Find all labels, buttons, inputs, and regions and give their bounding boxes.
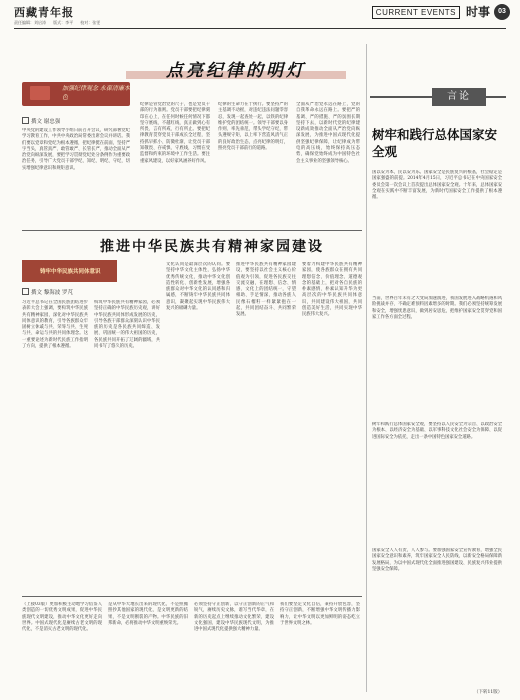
article2-column-1: 习近平总书记在全国民族团结进步表彰大会上强调，要构筑中华民族共有精神家园，深化对中华民族共同体意识的教育，引导各族群众牢固树立休戚与共、荣辱与共、生死与共、命运与共的共同体理念。这一重要论述为新时代民族工作指明了方向，提供了根本遵循。 bbox=[22, 300, 88, 350]
newspaper-masthead: 西藏青年报 bbox=[14, 6, 74, 19]
article2-badge bbox=[22, 260, 117, 282]
continued-note: （下转11版） bbox=[474, 690, 503, 695]
masthead-subinfo bbox=[14, 20, 106, 26]
article1-byline bbox=[22, 117, 60, 125]
article1-byline-text: 撰文 谢忠强 bbox=[31, 119, 61, 125]
article2-column-3: 文化认同是最深层次的认同。要坚持中华文化主体性，弘扬中华优秀传统文化，推动中华文化创造性转化、创新性发展，增强各族群众对中华文化的认同感和归属感，不断铸牢中华民族共同体意识，凝聚起实现中华民族伟大复兴的磅礴力量。 bbox=[166, 262, 230, 312]
article1-column-4: 全面从严治党永远在路上，党的自我革命永远在路上。要把严的基调、严的措施、严的氛围长期坚持下去，以新时代党的纪律建设新成效推动全面从严治党向纵深发展，为推进中国式现代化提供坚强纪律保障，让纪律成为带电的高压线，始终保持高压态势，确保党始终成为中国特色社会主义事业的坚强领导核心。 bbox=[296, 102, 360, 164]
article2-byline bbox=[22, 288, 73, 296]
editorial-paragraph-2: 当前，世界百年未有之大变局加速演进，我国发展进入战略机遇和风险挑战并存、不确定难预料因素增多的时期。我们必须坚持统筹发展和安全，增强忧患意识，做到居安思危，把维护国家安全贯穿党和国家工作各方面全过程。 bbox=[372, 296, 502, 320]
bottom-column-3: 必须坚持守正创新，以守正创新的正气和锐气，赓续历史文脉，谱写当代华章，在新的历史起点上继续推动文化繁荣、建设文化强国、建设中华民族现代文明，为推进中国式现代化提供强大精神力量。 bbox=[194, 602, 274, 633]
article1-badge bbox=[22, 82, 130, 106]
article1-headline-text: 点亮纪律的明灯 bbox=[166, 61, 306, 81]
bottom-column-4: 我们要坚定文化自信，秉持开放包容，坚持守正创新，不断增强中华文明传播力影响力，让中华文明以更加鲜明的姿态屹立于世界文明之林。 bbox=[280, 602, 360, 626]
editorial-paragraph-3: 树牢和践行总体国家安全观，要坚持以人民安全为宗旨、以政治安全为根本、以经济安全为基础、以军事科技文化社会安全为保障、以促进国际安全为依托，走出一条中国特色国家安全道路。 bbox=[372, 422, 502, 440]
proof-info: 校对：张雯 bbox=[80, 20, 101, 25]
byline-box-icon bbox=[22, 288, 29, 295]
editorial-paragraph-1: 国以安为本，民以安为乐。国家安全是民族复兴的根基，社会稳定是国家强盛的前提。2014年4月15日，习近平总书记在中央国家安全委员会第一次会议上首次提出总体国家安全观。十年来，总体国家安全观在实践中不断丰富发展，为新时代国家安全工作提供了根本遵循。 bbox=[372, 170, 502, 201]
article1-column-3: 纪律的生命力在于执行。要坚持严的主基调不动摇，对违纪违法问题零容忍，发现一起查处一起，以铁的纪律维护党的团结统一。领导干部要以身作则、率先垂范，带头学纪守纪，带头遵规守矩，以上率下营造风清气正的良好政治生态，点亮纪律的明灯，照亮党员干部前行的道路。 bbox=[218, 102, 288, 152]
bottom-divider-rule bbox=[22, 596, 362, 597]
article2-column-5: 要着力构建中华民族共有精神家园，使各族群众在拥有共同理想信念、价值理念、道德观念的基础上，把对各自民族的朴素感情、朴素认知升华为更高层次的中华民族共同体意识，共同建设伟大祖国，共同创造美好生活，共同实现中华民族伟大复兴。 bbox=[302, 262, 362, 318]
editor-info: 责任编辑：刘启涛 bbox=[14, 20, 46, 25]
editorial-paragraph-4: 国家安全人人有责，人人参与。要加强国家安全宣传教育，增强全民国家安全意识和素养，筑牢国家安全人民防线，以新安全格局保障新发展格局，为以中国式现代化全面推进强国建设、民族复兴伟业提供坚强安全保障。 bbox=[372, 548, 502, 572]
header-rule bbox=[14, 28, 506, 29]
article1-headline bbox=[136, 56, 336, 81]
article2-badge-text: 铸牢中华民族共同体意识 bbox=[40, 269, 101, 275]
article2-column-4: 推进中华民族共有精神家园建设，要坚持以社会主义核心价值观为引领，促进各民族交往交流交融，在理想、信念、情感、文化上的团结统一，守望相助、手足情深，推动各族人民像石榴籽一样紧紧抱在一起，共同团结奋斗、共同繁荣发展。 bbox=[236, 262, 296, 318]
layout-info: 版式：李平 bbox=[53, 20, 74, 25]
byline-box-icon bbox=[22, 117, 29, 124]
editorial-separator bbox=[366, 44, 367, 692]
page-number-badge: 03 bbox=[494, 4, 510, 20]
article2-headline: 推进中华民族共有精神家园建设 bbox=[100, 239, 324, 255]
editorial-title: 树牢和践行总体国家安全观 bbox=[372, 127, 498, 159]
bottom-column-1: （上接03版）更加积极主动地学习借鉴人类创造的一切优秀文明成果，促进中华民族现代文明建设，推动中华文化更好走向世界。中国式现代化是赓续古老文明的现代化，不是消灭古老文明的现代化。 bbox=[22, 602, 102, 633]
editorial-section-label: 言论 bbox=[432, 88, 486, 106]
bottom-column-2: 是从中华大地长出来的现代化，不是照搬照抄其他国家的现代化，是文明更新的结果，不是文明断裂的产物。中华民族的旧邦新命，必将推动中华文明重焕荣光。 bbox=[108, 602, 188, 626]
article-divider-rule bbox=[22, 230, 362, 231]
article2-column-2: 构筑中华民族共有精神家园，必须坚持正确的中华民族历史观，讲好中华民族共同体形成发展的历史，引导各族干部群众深刻认识中华民族的历史是各民族共同缔造、发展、巩固统一的伟大祖国的历史，各民族共同开拓了辽阔的疆域，共同书写了悠久的历史。 bbox=[94, 300, 160, 350]
section-label-cn: 时事 bbox=[465, 5, 490, 19]
section-label-en: CURRENT EVENTS bbox=[372, 6, 460, 19]
flag-icon bbox=[30, 86, 50, 100]
page-header bbox=[0, 0, 520, 40]
article1-column-2: 纪律是管党治党的尺子，也是党员干部的行为准则。党员干部要把纪律刻印在心上，在任何时候任何情况下都坚守底线、不越红线，真正做到心有所畏、言有所戒、行有所止。要把纪律教育贯穿党员干部成长全过程，坚持抓早抓小、防微杜渐，让党员干部知敬畏、存戒惧、守底线，习惯在受监督和约束的环境中工作生活。要注重家风建设，以好家风涵养好作风。 bbox=[140, 102, 210, 164]
article1-column-1: 中央党的建设工作领导小组日前召开会议，研究部署党纪学习教育工作，中共中央政治局常委出席会议并讲话。我们要以党章和党纪为根本遵循，把纪律挺在前面，坚持严字当头，真管真严、敢管敢严、长管长严，推动全面从严治党向纵深发展，要把学习贯彻党纪处分条例作为重要政治任务，引导广大党员干部学纪、知纪、明纪、守纪，切实增强纪律意识和规矩意识。 bbox=[22, 128, 130, 171]
article2-byline-text: 撰文 黎海波 罗芃 bbox=[31, 290, 73, 296]
article1-badge-text: 加强纪律观念 永葆清廉本色 bbox=[62, 85, 130, 101]
